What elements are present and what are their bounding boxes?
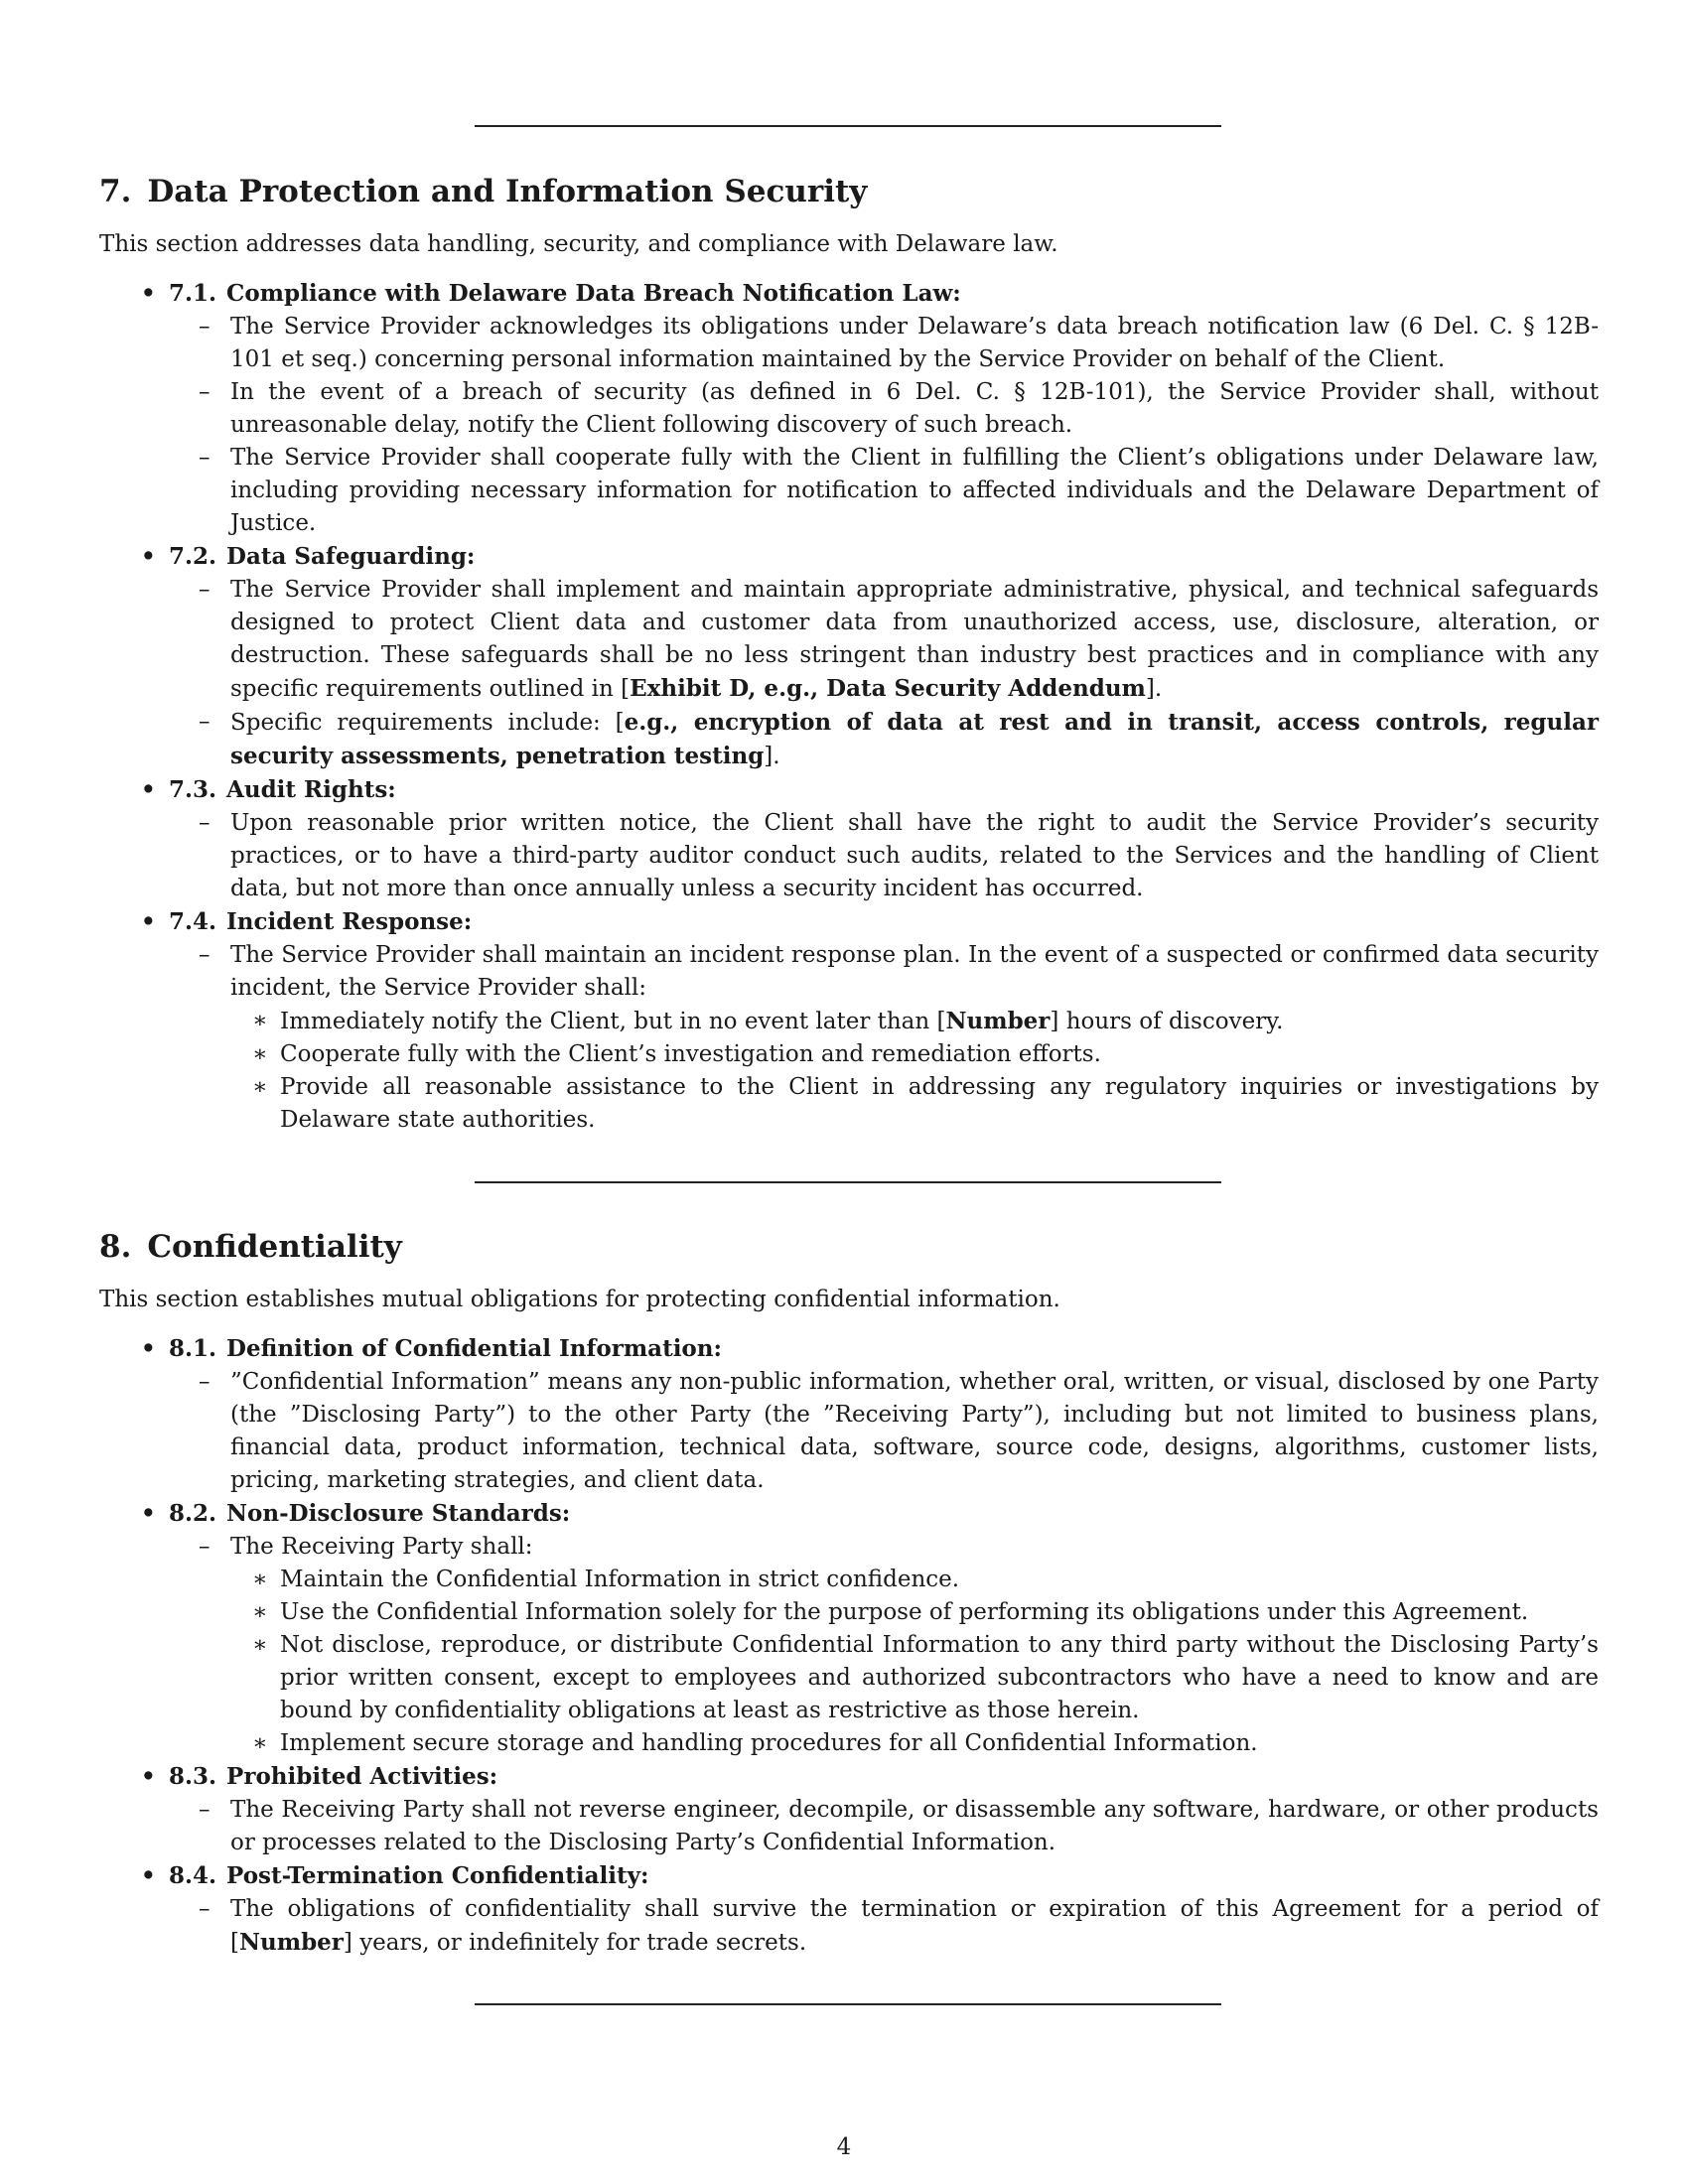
section-heading: [99, 171, 1599, 212]
clause-number: 8.2.: [169, 1500, 217, 1527]
point-item: [230, 1005, 1599, 1038]
bullet-icon: •: [141, 908, 156, 935]
point-item: [230, 1596, 1599, 1629]
asterisk-icon: ∗: [252, 1008, 268, 1033]
asterisk-icon: ∗: [252, 1567, 268, 1592]
clause-item: [99, 1332, 1599, 1497]
clause-number: 8.1.: [169, 1335, 217, 1362]
subclause-item: [169, 1794, 1599, 1859]
clause-number: 7.1.: [169, 280, 217, 307]
subclause-text: The Receiving Party shall not reverse engineer, decompile, or disassemble any software, hardware, or other products or processes related to the Disclosing Party’s Confidential Information.: [230, 1797, 1599, 1855]
subclause-text: ”Confidential Information” means any non-public information, whether oral, written, or visual, disclosed by one Party (the ”Disclosing Party”) to the other Party (the ”Receiving Party”), including but not limited to business plans, financial data, product information, technical data, software, source code, designs, algorithms, customer lists, pricing, marketing strategies, and client data.: [230, 1369, 1599, 1493]
subclause-list: [169, 1366, 1599, 1497]
subclause-text: ].: [764, 744, 780, 769]
subclause-item: [169, 807, 1599, 905]
clause-title: [169, 908, 472, 935]
clause-title: [169, 543, 475, 570]
placeholder-text: e.g., encryption of data at rest and in transit, access controls, regular security assessments, penetration testing: [230, 709, 1599, 769]
subclause-text: The Service Provider shall maintain an incident response plan. In the event of a suspected or confirmed data security incident, the Service Provider shall:: [230, 942, 1599, 1001]
point-list: [230, 1005, 1599, 1137]
page-number: 4: [836, 2134, 852, 2160]
point-item: [230, 1564, 1599, 1596]
clause-label: Non-Disclosure Standards:: [226, 1500, 571, 1527]
subclause-item: [169, 1893, 1599, 1960]
section-number: 8.: [99, 1229, 132, 1265]
placeholder-text: Number: [238, 1929, 344, 1956]
point-item: [230, 1071, 1599, 1137]
clause-item: [99, 277, 1599, 540]
asterisk-icon: ∗: [252, 1074, 268, 1100]
clause-item: [99, 1497, 1599, 1760]
subclause-item: [169, 1531, 1599, 1760]
subclause-list: [169, 574, 1599, 773]
clause-title: [169, 280, 961, 307]
clause-item: [99, 1760, 1599, 1859]
clause-label: Compliance with Delaware Data Breach Notification Law:: [226, 280, 961, 307]
clause-number: 7.2.: [169, 543, 217, 570]
section-intro: This section establishes mutual obligations for protecting confidential information.: [99, 1287, 1060, 1312]
clause-list: [99, 1332, 1599, 1960]
point-text: Cooperate fully with the Client’s investigation and remediation efforts.: [280, 1041, 1101, 1067]
clause-item: [99, 905, 1599, 1137]
subclause-list: [169, 1794, 1599, 1859]
dash-icon: –: [199, 1896, 211, 1922]
dash-icon: –: [199, 314, 211, 340]
clause-label: Definition of Confidential Information:: [226, 1335, 722, 1362]
dash-icon: –: [199, 577, 211, 603]
placeholder-text: Number: [945, 1008, 1051, 1034]
placeholder-text: Exhibit D, e.g., Data Security Addendum: [630, 675, 1146, 702]
subclause-text: In the event of a breach of security (as defined in 6 Del. C. § 12B-101), the Service Provider shall, without unreasonable delay, notify the Client following discovery of such breach.: [230, 379, 1599, 438]
section-intro: This section addresses data handling, security, and compliance with Delaware law.: [99, 231, 1058, 257]
dash-icon: –: [199, 709, 211, 735]
point-item: [230, 1727, 1599, 1760]
point-text: ] hours of discovery.: [1050, 1009, 1284, 1034]
dash-icon: –: [199, 810, 211, 836]
clause-item: [99, 540, 1599, 773]
asterisk-icon: ∗: [252, 1632, 268, 1658]
subclause-text: The Service Provider shall cooperate fully with the Client in fulfilling the Client’s obligations under Delaware law, including providing necessary information for notification to affected individuals and the Delaware Department of Justice.: [230, 445, 1599, 536]
clause-title: [169, 1500, 570, 1527]
clause-label: Prohibited Activities:: [226, 1763, 498, 1790]
clause-item: [99, 773, 1599, 905]
clause-number: 7.4.: [169, 908, 217, 935]
clause-number: 7.3.: [169, 776, 217, 803]
subclause-text: The Service Provider acknowledges its obligations under Delaware’s data breach notification law (6 Del. C. § 12B-101 et seq.) concerning personal information maintained by the Service Provider on behalf of the Client.: [230, 314, 1599, 372]
clause-title: [169, 1763, 497, 1790]
subclause-text: The Service Provider shall implement and maintain appropriate administrative, physical, and technical safeguards designed to protect Client data and customer data from unauthorized access, use, disclosure, alteration, or destruction. These safeguards shall be no less stringent than industry best practices and in compliance with any specific requirements outlined in [: [230, 577, 1599, 702]
subclause-list: [169, 1893, 1599, 1960]
subclause-text: The Receiving Party shall:: [230, 1534, 533, 1560]
asterisk-icon: ∗: [252, 1041, 268, 1067]
subclause-text: The obligations of confidentiality shall survive the termination or expiration of this Agreement for a period of [: [230, 1896, 1599, 1956]
clause-number: 8.4.: [169, 1862, 217, 1889]
section-heading: [99, 1226, 1599, 1268]
clause-label: Incident Response:: [226, 908, 473, 935]
subclause-item: [169, 376, 1599, 442]
subclause-text: ].: [1145, 676, 1163, 702]
point-text: Implement secure storage and handling procedures for all Confidential Information.: [280, 1730, 1258, 1756]
horizontal-rule: [475, 2003, 1221, 2005]
dash-icon: –: [199, 942, 211, 968]
clause-title: [169, 1335, 722, 1362]
subclause-item: [169, 939, 1599, 1137]
bullet-icon: •: [141, 1862, 156, 1889]
clause-title: [169, 776, 396, 803]
clause-label: Audit Rights:: [226, 776, 396, 803]
section-8: [99, 1226, 1599, 1960]
subclause-item: [169, 311, 1599, 376]
point-item: [230, 1038, 1599, 1071]
point-text: Use the Confidential Information solely for the purpose of performing its obligations under this Agreement.: [280, 1599, 1529, 1625]
subclause-list: [169, 311, 1599, 540]
clause-label: Post-Termination Confidentiality:: [226, 1862, 649, 1889]
clause-title: [169, 1862, 648, 1889]
bullet-icon: •: [141, 1500, 156, 1527]
dash-icon: –: [199, 1797, 211, 1823]
bullet-icon: •: [141, 1335, 156, 1362]
subclause-list: [169, 1531, 1599, 1760]
subclause-item: [169, 706, 1599, 773]
subclause-item: [169, 442, 1599, 540]
bullet-icon: •: [141, 543, 156, 570]
point-text: Immediately notify the Client, but in no event later than [: [280, 1009, 946, 1034]
clause-list: [99, 277, 1599, 1137]
dash-icon: –: [199, 1369, 211, 1395]
point-text: Not disclose, reproduce, or distribute Confidential Information to any third party without the Disclosing Party’s prior written consent, except to employees and authorized subcontractors who have a need to know and are bound by confidentiality obligations at least as restrictive as those herein.: [280, 1632, 1599, 1723]
section-number: 7.: [99, 174, 132, 209]
subclause-text: Specific requirements include: [: [230, 710, 625, 736]
point-item: [230, 1629, 1599, 1727]
horizontal-rule: [475, 125, 1221, 127]
section-title: Confidentiality: [147, 1229, 402, 1265]
bullet-icon: •: [141, 776, 156, 803]
clause-label: Data Safeguarding:: [226, 543, 476, 570]
section-7: [99, 171, 1599, 1137]
clause-number: 8.3.: [169, 1763, 217, 1790]
subclause-list: [169, 807, 1599, 905]
subclause-item: [169, 574, 1599, 706]
dash-icon: –: [199, 445, 211, 471]
horizontal-rule: [475, 1181, 1221, 1183]
subclause-text: ] years, or indefinitely for trade secrets.: [343, 1930, 807, 1956]
subclause-list: [169, 939, 1599, 1137]
point-list: [230, 1564, 1599, 1760]
asterisk-icon: ∗: [252, 1730, 268, 1756]
asterisk-icon: ∗: [252, 1599, 268, 1625]
point-text: Maintain the Confidential Information in strict confidence.: [280, 1567, 960, 1592]
subclause-item: [169, 1366, 1599, 1497]
point-text: Provide all reasonable assistance to the Client in addressing any regulatory inquiries or investigations by Delaware state authorities.: [280, 1074, 1599, 1133]
dash-icon: –: [199, 1534, 211, 1560]
dash-icon: –: [199, 379, 211, 405]
subclause-text: Upon reasonable prior written notice, the Client shall have the right to audit the Service Provider’s security practices, or to have a third-party auditor conduct such audits, related to the Services and the handling of Client data, but not more than once annually unless a security incident has occurred.: [230, 810, 1599, 901]
section-title: Data Protection and Information Security: [147, 174, 868, 209]
bullet-icon: •: [141, 280, 156, 307]
clause-item: [99, 1859, 1599, 1960]
bullet-icon: •: [141, 1763, 156, 1790]
